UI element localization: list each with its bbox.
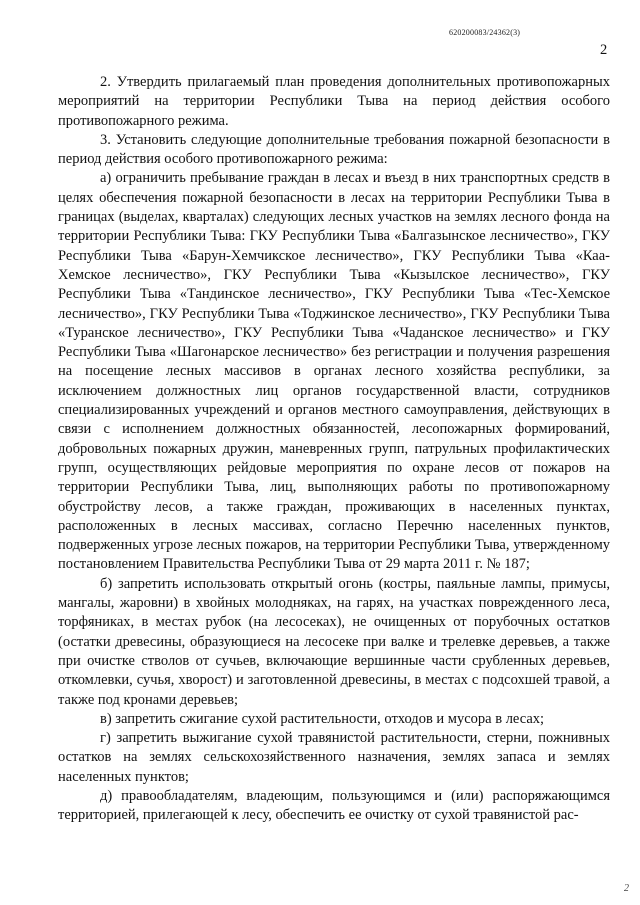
paragraph-b-open-fire-ban: б) запретить использовать открытый огонь (костры, паяльные лампы, примусы, мангалы, жаровни) в хвойных молодняках, на гарях, на участках поврежденного леса, торфяниках, в местах рубок (на лесосеках), не очищенных от порубочных остатков (остатки древесины, образующиеся на лесосеке при валке и трелевке деревьев, а также при очистке стволов от сучьев, включающие вершинные части срубленных деревьев, откомлевки, сучья, хворост) и заготовленной древесины, в местах с подсохшей травой, а также под кронами деревьев;	[58, 575, 610, 708]
paragraph-3-requirements: 3. Установить следующие дополнительные требования пожарной безопасности в период действия особого противопожарного режима:	[58, 131, 610, 168]
corner-handwritten-mark: 2	[624, 883, 629, 894]
paragraph-a-restrict-access: а) ограничить пребывание граждан в лесах и въезд в них транспортных средств в целях обеспечения пожарной безопасности в лесах на территории Республики Тыва в границах (выделах, кварталах) следующих лесных участков на землях лесного фонда на территории Республики Тыва: ГКУ Республики Тыва «Балгазынское лесничество», ГКУ Республики Тыва «Барун-Хемчикское лесничество», ГКУ Республики Тыва «Каа-Хемское лесничество», ГКУ Республики Тыва «Кызылское лесничество», ГКУ Республики Тыва «Тандинское лесничество», ГКУ Республики Тыва «Тес-Хемское лесничество», ГКУ Республики Тыва «Тоджинское лесничество», ГКУ Республики Тыва «Туранское лесничество», ГКУ Республики Тыва «Чаданское лесничество» и ГКУ Республики Тыва «Шагонарское лесничество» без регистрации и получения разрешения на посещение лесных массивов в органах лесного хозяйства республики, за исключением должностных лиц органов государственной власти, сотрудников специализированных учреждений и органов местного самоуправления, действующих в связи с исполнением должностных обязанностей, лесопожарных формирований, добровольных пожарных дружин, маневренных групп, патрульных профилактических групп, осуществляющих рейдовые мероприятия по охране лесов от пожаров на территории Республики Тыва, лиц, выполняющих работы по противопожарному обустройству лесов, а также граждан, проживающих в населенных пунктах, расположенных в лесных массивах, согласно Перечню населенных пунктов, подверженных угрозе лесных пожаров, на территории Республики Тыва, утвержденному постановлением Правительства Республики Тыва от 29 марта 2011 г. № 187;	[58, 170, 610, 573]
paragraph-2-approve-plan: 2. Утвердить прилагаемый план проведения дополнительных противопожарных мероприятий на территории Республики Тыва на период действия особого противопожарного режима.	[58, 74, 610, 129]
paragraph-g-grass-burning-ban: г) запретить выжигание сухой травянистой растительности, стерни, пожнивных остатков на землях сельскохозяйственного назначения, землях запаса и землях населенных пунктов;	[58, 730, 610, 785]
page-number: 2	[600, 42, 608, 58]
paragraph-v-burning-ban: в) запретить сжигание сухой растительности, отходов и мусора в лесах;	[100, 710, 545, 727]
paragraph-d-owners-duty: д) правообладателям, владеющим, пользующимся и (или) распоряжающимся территорией, прилегающей к лесу, обеспечить ее очистку от сухой травянистой рас-	[58, 787, 610, 824]
document-id: 620200083/24362(3)	[449, 28, 521, 37]
document-body	[58, 73, 610, 826]
